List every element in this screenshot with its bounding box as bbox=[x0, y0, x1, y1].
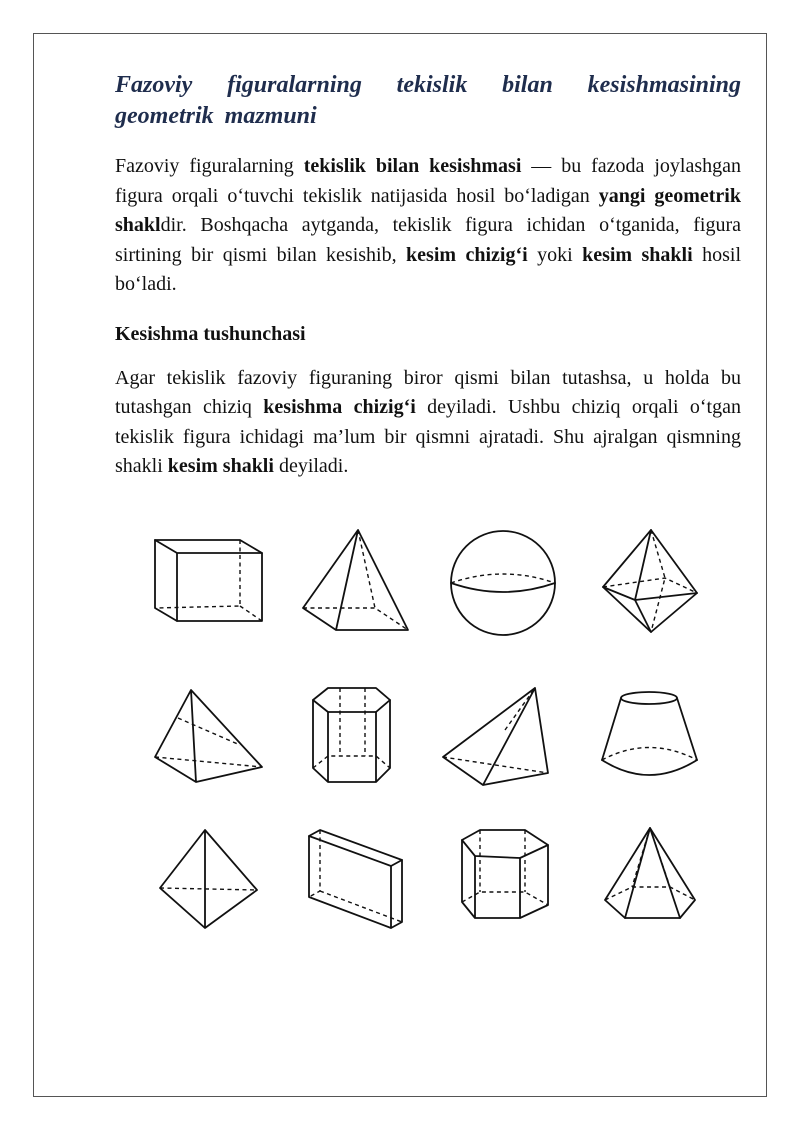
definition-paragraph bbox=[115, 364, 741, 482]
bold-term: tekislik bilan kesishmasi bbox=[303, 155, 522, 177]
bold-term: kesim chizig‘i bbox=[406, 243, 528, 266]
section-subheading: Kesishma tushunchasi bbox=[115, 322, 306, 345]
text-run: deyiladi. bbox=[273, 455, 349, 477]
text-run: — bu fazoda joylashgan figura orqali o‘tuvchi tekislik natijasida hosil bo‘ladigan bbox=[115, 155, 741, 207]
bold-term: kesishma chizig‘i bbox=[263, 396, 416, 418]
bold-term: kesim shakli bbox=[167, 455, 274, 477]
bold-term: kesim shakli bbox=[582, 243, 693, 266]
text-run: dir. Boshqacha aytganda, tekislik figura ichidan o‘tganida, figura sirtining bir qismi bilan kesishib, bbox=[115, 214, 741, 266]
text-run: Agar tekislik fazoviy figuraning biror qismi bilan tutashsa, u holda bu tutashgan chiziq bbox=[115, 366, 741, 418]
page-title: Fazoviy figuralarning tekislik bilan kesishmasining geometrik mazmuni bbox=[115, 72, 741, 129]
intro-paragraph bbox=[115, 152, 741, 300]
text-run: hosil bo‘ladi. bbox=[115, 243, 741, 295]
text-run: yoki bbox=[527, 243, 583, 266]
text-run: deyiladi. Ushbu chiziq orqali o‘tgan tekislik figura ichidagi ma’lum bir qismni ajratadi. Shu ajralgan qismning shakli bbox=[115, 396, 741, 477]
bold-term: yangi geometrik shakl bbox=[115, 184, 741, 236]
text-run: Fazoviy figuralarning bbox=[115, 155, 304, 177]
document-content bbox=[115, 70, 741, 482]
